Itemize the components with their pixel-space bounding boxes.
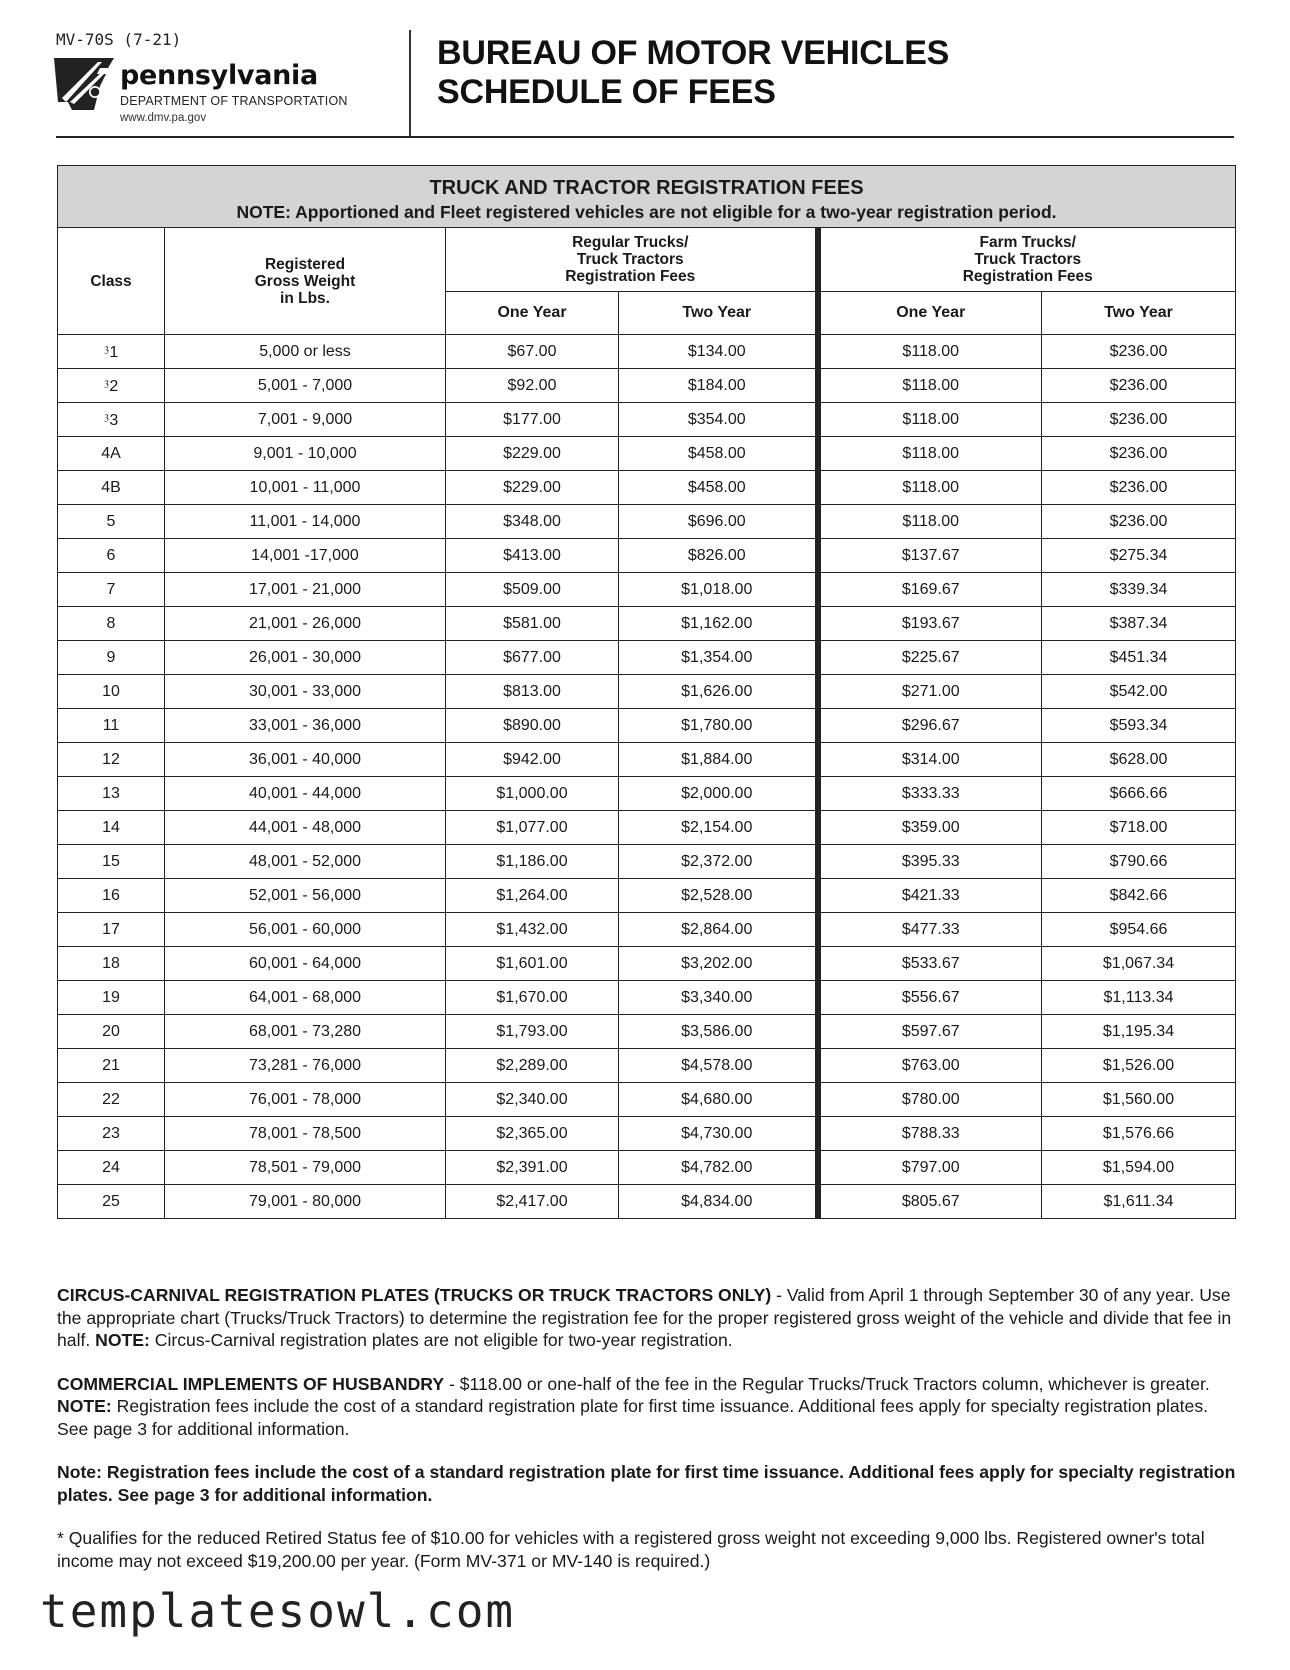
weight-cell: 17,001 - 21,000 <box>165 573 446 607</box>
table-row <box>58 1185 1236 1219</box>
farm-one-year-cell: $333.33 <box>818 777 1042 811</box>
farm-two-year-cell: $236.00 <box>1042 437 1236 471</box>
table-row <box>58 471 1236 505</box>
farm-one-year-cell: $271.00 <box>818 675 1042 709</box>
regular-two-year-cell: $4,782.00 <box>619 1151 818 1185</box>
regular-one-year-cell: $1,077.00 <box>446 811 619 845</box>
farm-two-year-cell: $1,113.34 <box>1042 981 1236 1015</box>
col-header-farm-two-year: Two Year <box>1042 292 1236 335</box>
regular-two-year-cell: $2,000.00 <box>619 777 818 811</box>
table-row <box>58 845 1236 879</box>
circus-title: CIRCUS-CARNIVAL REGISTRATION PLATES (TRUCKS OR TRUCK TRACTORS ONLY) <box>57 1285 772 1305</box>
col-header-class: Class <box>58 228 165 335</box>
regular-two-year-cell: $1,626.00 <box>619 675 818 709</box>
table-banner <box>58 166 1236 228</box>
weight-cell: 73,281 - 76,000 <box>165 1049 446 1083</box>
weight-cell: 11,001 - 14,000 <box>165 505 446 539</box>
weight-cell: 5,001 - 7,000 <box>165 369 446 403</box>
table-row <box>58 1049 1236 1083</box>
regular-two-year-cell: $354.00 <box>619 403 818 437</box>
regular-two-year-cell: $2,864.00 <box>619 913 818 947</box>
regular-one-year-cell: $581.00 <box>446 607 619 641</box>
circus-text: - Valid from April 1 through September 30 of any year. Use the appropriate chart (Trucks/Truck Tractors) to determine the registration fee for the proper registered gross weight of the vehicle and divide that fee in half. <box>57 1285 1232 1350</box>
banner-note <box>58 202 1235 223</box>
farm-two-year-cell: $236.00 <box>1042 471 1236 505</box>
weight-cell: 64,001 - 68,000 <box>165 981 446 1015</box>
page-title <box>437 34 949 112</box>
table-row <box>58 369 1236 403</box>
circus-carnival-note <box>57 1284 1237 1352</box>
table-row <box>58 743 1236 777</box>
regular-two-year-cell: $3,586.00 <box>619 1015 818 1049</box>
department-name: DEPARTMENT OF TRANSPORTATION <box>120 94 348 108</box>
table-row <box>58 607 1236 641</box>
table-row <box>58 1117 1236 1151</box>
regular-two-year-cell: $1,162.00 <box>619 607 818 641</box>
regular-one-year-cell: $677.00 <box>446 641 619 675</box>
col-header-farm-one-year: One Year <box>818 292 1042 335</box>
husbandry-note <box>57 1373 1237 1441</box>
regular-two-year-cell: $696.00 <box>619 505 818 539</box>
col-header-regular-line-3: Registration Fees <box>565 268 696 286</box>
regular-one-year-cell: $2,289.00 <box>446 1049 619 1083</box>
husbandry-note-label: NOTE: <box>57 1396 112 1416</box>
regular-one-year-cell: $942.00 <box>446 743 619 777</box>
farm-two-year-cell: $954.66 <box>1042 913 1236 947</box>
farm-two-year-cell: $451.34 <box>1042 641 1236 675</box>
regular-one-year-cell: $177.00 <box>446 403 619 437</box>
farm-two-year-cell: $1,067.34 <box>1042 947 1236 981</box>
class-cell: 13 <box>58 777 165 811</box>
class-cell: 15 <box>58 845 165 879</box>
banner-title: TRUCK AND TRACTOR REGISTRATION FEES <box>429 177 864 199</box>
weight-cell: 36,001 - 40,000 <box>165 743 446 777</box>
husbandry-text: - $118.00 or one-half of the fee in the Regular Trucks/Truck Tractors column, whichever is greater. <box>444 1373 1210 1394</box>
farm-one-year-cell: $118.00 <box>818 437 1042 471</box>
class-cell: 5 <box>58 505 165 539</box>
banner-note-text: Apportioned and Fleet registered vehicles are not eligible for a two-year registration period. <box>290 202 1057 222</box>
weight-cell: 44,001 - 48,000 <box>165 811 446 845</box>
table-row <box>58 1083 1236 1117</box>
farm-one-year-cell: $780.00 <box>818 1083 1042 1117</box>
farm-one-year-cell: $296.67 <box>818 709 1042 743</box>
weight-cell: 60,001 - 64,000 <box>165 947 446 981</box>
farm-two-year-cell: $387.34 <box>1042 607 1236 641</box>
weight-cell: 52,001 - 56,000 <box>165 879 446 913</box>
regular-one-year-cell: $1,186.00 <box>446 845 619 879</box>
class-cell: 19 <box>58 981 165 1015</box>
regular-two-year-cell: $134.00 <box>619 335 818 369</box>
regular-two-year-cell: $4,730.00 <box>619 1117 818 1151</box>
weight-cell: 40,001 - 44,000 <box>165 777 446 811</box>
website-link[interactable]: www.dmv.pa.gov <box>120 112 207 124</box>
table-row <box>58 403 1236 437</box>
regular-one-year-cell: $813.00 <box>446 675 619 709</box>
watermark: templatesowl.com <box>40 1584 516 1638</box>
farm-one-year-cell: $597.67 <box>818 1015 1042 1049</box>
title-line-1: BUREAU OF MOTOR VEHICLES <box>437 34 950 72</box>
regular-one-year-cell: $890.00 <box>446 709 619 743</box>
farm-one-year-cell: $225.67 <box>818 641 1042 675</box>
farm-two-year-cell: $718.00 <box>1042 811 1236 845</box>
farm-one-year-cell: $118.00 <box>818 505 1042 539</box>
regular-two-year-cell: $1,018.00 <box>619 573 818 607</box>
table-row <box>58 777 1236 811</box>
col-header-farm-line-3: Registration Fees <box>962 268 1093 286</box>
farm-one-year-cell: $137.67 <box>818 539 1042 573</box>
table-row <box>58 539 1236 573</box>
class-cell: 14 <box>58 811 165 845</box>
class-cell: 6 <box>58 539 165 573</box>
class-cell: 20 <box>58 1015 165 1049</box>
weight-cell: 21,001 - 26,000 <box>165 607 446 641</box>
farm-two-year-cell: $842.66 <box>1042 879 1236 913</box>
farm-one-year-cell: $797.00 <box>818 1151 1042 1185</box>
class-cell: 21 <box>58 1049 165 1083</box>
regular-one-year-cell: $92.00 <box>446 369 619 403</box>
table-row <box>58 573 1236 607</box>
farm-two-year-cell: $1,560.00 <box>1042 1083 1236 1117</box>
farm-one-year-cell: $533.67 <box>818 947 1042 981</box>
regular-one-year-cell: $229.00 <box>446 437 619 471</box>
weight-cell: 5,000 or less <box>165 335 446 369</box>
farm-two-year-cell: $339.34 <box>1042 573 1236 607</box>
col-header-regular-one-year: One Year <box>446 292 619 335</box>
farm-one-year-cell: $359.00 <box>818 811 1042 845</box>
banner-note-label: NOTE: <box>236 202 291 222</box>
col-header-regular-line-2: Truck Tractors <box>576 251 684 269</box>
regular-two-year-cell: $458.00 <box>619 471 818 505</box>
weight-cell: 78,501 - 79,000 <box>165 1151 446 1185</box>
circus-note-text: Circus-Carnival registration plates are not eligible for two-year registration. <box>149 1330 733 1350</box>
weight-cell: 7,001 - 9,000 <box>165 403 446 437</box>
weight-cell: 14,001 -17,000 <box>165 539 446 573</box>
table-row <box>58 981 1236 1015</box>
farm-two-year-cell: $628.00 <box>1042 743 1236 777</box>
weight-cell: 76,001 - 78,000 <box>165 1083 446 1117</box>
farm-one-year-cell: $118.00 <box>818 369 1042 403</box>
weight-cell: 9,001 - 10,000 <box>165 437 446 471</box>
weight-cell: 26,001 - 30,000 <box>165 641 446 675</box>
registration-plate-note-text: Note: Registration fees include the cost of a standard registration plate for first time issuance. Additional fees apply for specialty registration plates. See page 3 for additional information. <box>57 1462 1236 1505</box>
farm-two-year-cell: $275.34 <box>1042 539 1236 573</box>
regular-two-year-cell: $4,578.00 <box>619 1049 818 1083</box>
husbandry-note-text: Registration fees include the cost of a standard registration plate for first time issuance. Additional fees apply for specialty registration plates. See page 3 for additional information. <box>57 1396 1209 1439</box>
class-cell: 22 <box>58 1083 165 1117</box>
farm-one-year-cell: $421.33 <box>818 879 1042 913</box>
regular-one-year-cell: $67.00 <box>446 335 619 369</box>
farm-one-year-cell: $395.33 <box>818 845 1042 879</box>
table-row <box>58 437 1236 471</box>
table-row <box>58 1151 1236 1185</box>
class-cell: ⁳3 <box>58 403 165 437</box>
regular-two-year-cell: $826.00 <box>619 539 818 573</box>
farm-two-year-cell: $666.66 <box>1042 777 1236 811</box>
class-cell: ⁳2 <box>58 369 165 403</box>
regular-one-year-cell: $1,432.00 <box>446 913 619 947</box>
farm-one-year-cell: $118.00 <box>818 403 1042 437</box>
class-cell: 4A <box>58 437 165 471</box>
farm-one-year-cell: $477.33 <box>818 913 1042 947</box>
husbandry-title: COMMERCIAL IMPLEMENTS OF HUSBANDRY <box>57 1373 445 1394</box>
class-cell: 11 <box>58 709 165 743</box>
regular-one-year-cell: $2,417.00 <box>446 1185 619 1219</box>
col-header-regular <box>446 228 818 292</box>
regular-two-year-cell: $1,354.00 <box>619 641 818 675</box>
weight-cell: 78,001 - 78,500 <box>165 1117 446 1151</box>
col-header-farm-line-2: Truck Tractors <box>974 251 1082 269</box>
regular-two-year-cell: $2,154.00 <box>619 811 818 845</box>
class-cell: 18 <box>58 947 165 981</box>
table-row <box>58 505 1236 539</box>
fee-table <box>57 165 1236 1219</box>
col-header-weight <box>165 228 446 335</box>
farm-two-year-cell: $542.00 <box>1042 675 1236 709</box>
table-row <box>58 811 1236 845</box>
regular-one-year-cell: $229.00 <box>446 471 619 505</box>
col-header-farm <box>818 228 1236 292</box>
fee-table-body <box>58 335 1236 1219</box>
weight-cell: 68,001 - 73,280 <box>165 1015 446 1049</box>
col-header-weight-line-2: Gross Weight <box>254 272 356 290</box>
regular-one-year-cell: $1,264.00 <box>446 879 619 913</box>
farm-one-year-cell: $118.00 <box>818 335 1042 369</box>
circus-note-label: NOTE: <box>95 1330 150 1350</box>
farm-two-year-cell: $236.00 <box>1042 505 1236 539</box>
regular-two-year-cell: $1,780.00 <box>619 709 818 743</box>
col-header-weight-line-1: Registered <box>264 255 346 273</box>
regular-two-year-cell: $1,884.00 <box>619 743 818 777</box>
col-header-weight-line-3: in Lbs. <box>280 289 330 307</box>
farm-one-year-cell: $805.67 <box>818 1185 1042 1219</box>
weight-cell: 56,001 - 60,000 <box>165 913 446 947</box>
farm-one-year-cell: $169.67 <box>818 573 1042 607</box>
farm-one-year-cell: $193.67 <box>818 607 1042 641</box>
class-cell: 25 <box>58 1185 165 1219</box>
farm-two-year-cell: $790.66 <box>1042 845 1236 879</box>
regular-one-year-cell: $1,793.00 <box>446 1015 619 1049</box>
table-row <box>58 1015 1236 1049</box>
farm-two-year-cell: $236.00 <box>1042 335 1236 369</box>
farm-one-year-cell: $556.67 <box>818 981 1042 1015</box>
class-cell: 8 <box>58 607 165 641</box>
class-cell: 23 <box>58 1117 165 1151</box>
regular-two-year-cell: $3,202.00 <box>619 947 818 981</box>
farm-two-year-cell: $1,526.00 <box>1042 1049 1236 1083</box>
class-cell: 9 <box>58 641 165 675</box>
col-header-regular-line-1: Regular Trucks/ <box>572 234 689 252</box>
regular-two-year-cell: $184.00 <box>619 369 818 403</box>
table-row <box>58 709 1236 743</box>
regular-one-year-cell: $348.00 <box>446 505 619 539</box>
class-cell: 7 <box>58 573 165 607</box>
farm-two-year-cell: $236.00 <box>1042 369 1236 403</box>
table-row <box>58 879 1236 913</box>
regular-two-year-cell: $4,834.00 <box>619 1185 818 1219</box>
weight-cell: 48,001 - 52,000 <box>165 845 446 879</box>
farm-two-year-cell: $1,611.34 <box>1042 1185 1236 1219</box>
brand-name: pennsylvania <box>120 60 318 91</box>
regular-two-year-cell: $2,372.00 <box>619 845 818 879</box>
form-number: MV-70S (7-21) <box>56 30 182 49</box>
retired-status-footnote: * Qualifies for the reduced Retired Status fee of $10.00 for vehicles with a registered gross weight not exceeding 9,000 lbs. Registered owner's total income may not exceed $19,200.00 per year. (Form MV-371 or MV-140 is required.) <box>57 1528 1205 1571</box>
table-row <box>58 335 1236 369</box>
farm-two-year-cell: $1,195.34 <box>1042 1015 1236 1049</box>
class-cell: 24 <box>58 1151 165 1185</box>
col-header-regular-two-year: Two Year <box>619 292 818 335</box>
keystone-logo-icon <box>54 58 114 116</box>
class-cell: 10 <box>58 675 165 709</box>
regular-two-year-cell: $458.00 <box>619 437 818 471</box>
table-row <box>58 947 1236 981</box>
class-cell: 4B <box>58 471 165 505</box>
regular-one-year-cell: $1,601.00 <box>446 947 619 981</box>
regular-one-year-cell: $1,000.00 <box>446 777 619 811</box>
class-cell: 17 <box>58 913 165 947</box>
table-row <box>58 913 1236 947</box>
farm-one-year-cell: $763.00 <box>818 1049 1042 1083</box>
weight-cell: 79,001 - 80,000 <box>165 1185 446 1219</box>
weight-cell: 30,001 - 33,000 <box>165 675 446 709</box>
farm-one-year-cell: $788.33 <box>818 1117 1042 1151</box>
header-rule <box>56 136 1234 138</box>
weight-cell: 33,001 - 36,000 <box>165 709 446 743</box>
farm-two-year-cell: $236.00 <box>1042 403 1236 437</box>
farm-one-year-cell: $118.00 <box>818 471 1042 505</box>
regular-one-year-cell: $1,670.00 <box>446 981 619 1015</box>
col-header-farm-line-1: Farm Trucks/ <box>979 234 1076 252</box>
regular-one-year-cell: $2,365.00 <box>446 1117 619 1151</box>
regular-two-year-cell: $2,528.00 <box>619 879 818 913</box>
table-row <box>58 641 1236 675</box>
farm-one-year-cell: $314.00 <box>818 743 1042 777</box>
class-cell: 12 <box>58 743 165 777</box>
regular-two-year-cell: $3,340.00 <box>619 981 818 1015</box>
header-divider <box>409 30 411 136</box>
title-line-2: SCHEDULE OF FEES <box>437 73 776 111</box>
registration-plate-note <box>57 1461 1237 1506</box>
farm-two-year-cell: $593.34 <box>1042 709 1236 743</box>
weight-cell: 10,001 - 11,000 <box>165 471 446 505</box>
regular-two-year-cell: $4,680.00 <box>619 1083 818 1117</box>
regular-one-year-cell: $509.00 <box>446 573 619 607</box>
table-row <box>58 675 1236 709</box>
regular-one-year-cell: $2,391.00 <box>446 1151 619 1185</box>
class-cell: ⁳1 <box>58 335 165 369</box>
farm-two-year-cell: $1,576.66 <box>1042 1117 1236 1151</box>
farm-two-year-cell: $1,594.00 <box>1042 1151 1236 1185</box>
regular-one-year-cell: $2,340.00 <box>446 1083 619 1117</box>
notes-section <box>57 1284 1237 1593</box>
regular-one-year-cell: $413.00 <box>446 539 619 573</box>
class-cell: 16 <box>58 879 165 913</box>
